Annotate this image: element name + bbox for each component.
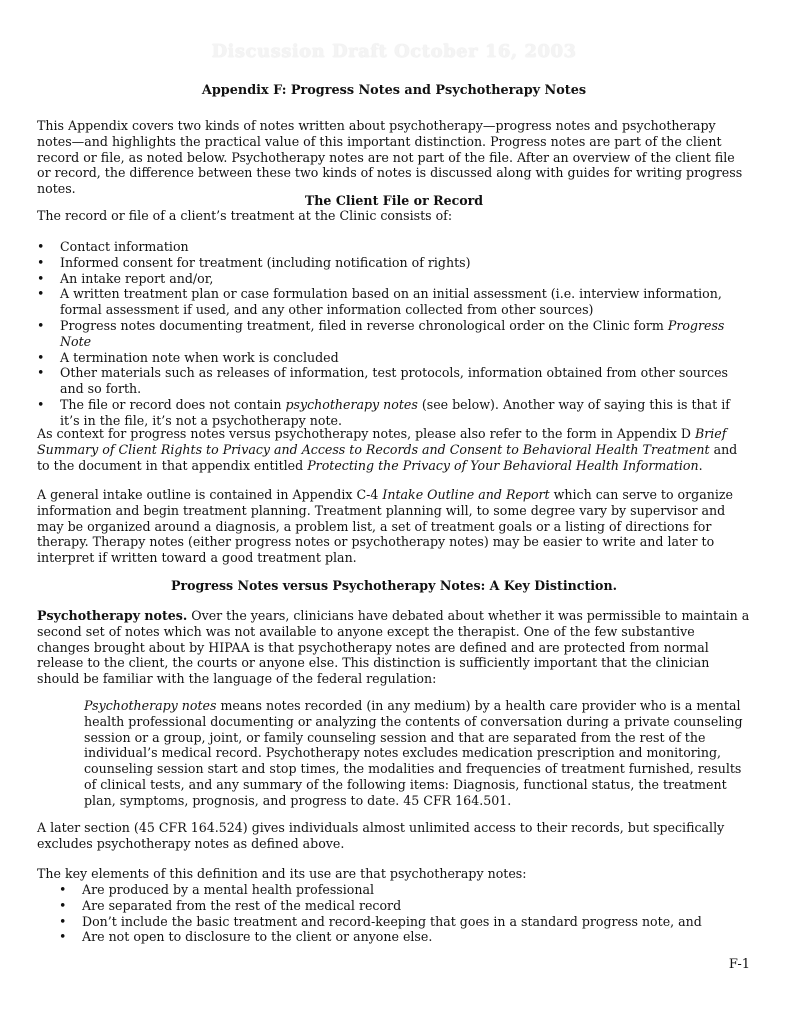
list-item: • Are produced by a mental health professional	[59, 882, 749, 898]
context-paragraph: As context for progress notes versus psychotherapy notes, please also refer to the form in Appendix D Brief Summary of Client Rights to Privacy and Access to Records and Consent to Behavioral Health Treatment and to the document in that appendix entitled Protecting the Privacy of Your Behavioral Health Information.	[37, 426, 738, 473]
list-item: • An intake report and/or,	[37, 271, 751, 287]
psychotherapy-notes-paragraph: Psychotherapy notes. Over the years, clinicians have debated about whether it was permissible to maintain a second set of notes which was not available to anyone except the therapist. One of the few substantive changes brought about by HIPAA is that psychotherapy notes are defined and are protected from normal release to the client, the courts or anyone else. This distinction is sufficiently important that the clinician should be familiar with the language of the federal regulation:	[37, 608, 750, 687]
section-heading-key-distinction: Progress Notes versus Psychotherapy Notes: A Key Distinction.	[171, 578, 617, 593]
page-number: F-1	[728, 957, 750, 972]
key-elements-lead: The key elements of this definition and its use are that psychotherapy notes:	[37, 866, 527, 881]
key-elements-list	[59, 882, 749, 945]
list-item: • A termination note when work is concluded	[37, 350, 751, 366]
list-item: • Contact information	[37, 239, 751, 255]
client-file-lead: The record or file of a client’s treatment at the Clinic consists of:	[37, 208, 453, 223]
list-item: • A written treatment plan or case formulation based on an initial assessment (i.e. interview information, formal assessment if used, and any other information collected from other sources)	[37, 286, 751, 318]
intake-paragraph: A general intake outline is contained in Appendix C-4 Intake Outline and Report which can serve to organize information and begin treatment planning. Treatment planning will, to some degree vary by supervisor and may be organized around a diagnosis, a problem list, a set of treatment goals or a listing of directions for therapy. Therapy notes (either progress notes or psychotherapy notes) may be easier to write and later to interpret if written toward a good treatment plan.	[37, 487, 733, 566]
later-section-paragraph: A later section (45 CFR 164.524) gives individuals almost unlimited access to their records, but specifically excludes psychotherapy notes as defined above.	[37, 820, 725, 851]
list-item: • Don’t include the basic treatment and record-keeping that goes in a standard progress note, and	[59, 914, 749, 930]
list-item: • Other materials such as releases of information, test protocols, information obtained from other sources and so forth.	[37, 365, 751, 397]
list-item: • Informed consent for treatment (including notification of rights)	[37, 255, 751, 271]
client-file-list	[37, 239, 751, 429]
section-heading-client-file: The Client File or Record	[304, 193, 484, 208]
list-item: • Progress notes documenting treatment, filed in reverse chronological order on the Clinic form Progress Note	[37, 318, 751, 350]
list-item: • Are not open to disclosure to the client or anyone else.	[59, 929, 749, 945]
page-title: Appendix F: Progress Notes and Psychotherapy Notes	[201, 83, 587, 98]
list-item: • The file or record does not contain psychotherapy notes (see below). Another way of saying this is that if it’s in the file, it’s not a psychotherapy note.	[37, 397, 751, 429]
list-item: • Are separated from the rest of the medical record	[59, 898, 749, 914]
draft-watermark: Discussion Draft October 16, 2003	[211, 41, 577, 62]
regulation-quote: Psychotherapy notes means notes recorded (in any medium) by a health care provider who is a mental health professional documenting or analyzing the contents of conversation during a private counseling session or a group, joint, or family counseling session and that are separated from the rest of the individual’s medical record. Psychotherapy notes excludes medication prescription and monitoring, counseling session start and stop times, the modalities and frequencies of treatment furnished, results of clinical tests, and any summary of the following items: Diagnosis, functional status, the treatment plan, symptoms, prognosis, and progress to date. 45 CFR 164.501.	[84, 698, 743, 808]
intro-paragraph: This Appendix covers two kinds of notes written about psychotherapy—progress notes and psychotherapy notes—and highlights the practical value of this important distinction. Progress notes are part of the client record or file, as noted below. Psychotherapy notes are not part of the file. After an overview of the client file or record, the difference between these two kinds of notes is discussed along with guides for writing progress notes.	[37, 118, 743, 197]
